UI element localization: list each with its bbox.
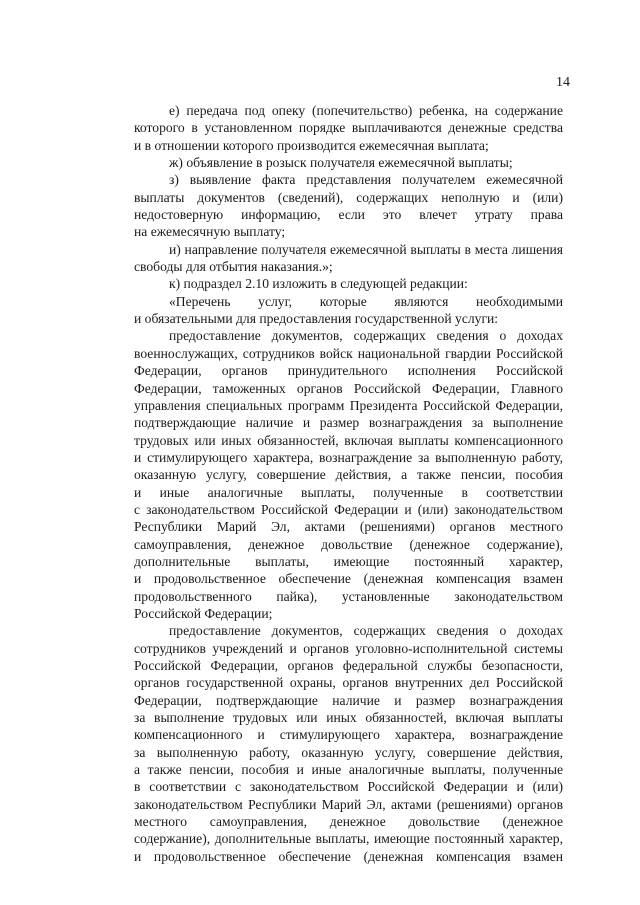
body-text (134, 102, 563, 865)
text-line: с законодательством Российской Федерации и (или) законодательством (134, 501, 563, 517)
text-line: и иные аналогичные выплаты, полученные в соответствии (134, 484, 563, 500)
text-line: местного самоуправления, денежное довольствие (денежное (134, 814, 563, 830)
text-line: и) направление получателя ежемесячной выплаты в места лишения (169, 241, 563, 257)
text-line: органов государственной охраны, органов внутренних дел Российской (134, 675, 563, 691)
text-line: самоуправления, денежное довольствие (денежное содержание), (134, 536, 563, 552)
text-line: содержание), дополнительные выплаты, имеющие постоянный характер, (134, 831, 563, 847)
text-line: Республики Марий Эл, актами (решениями) органов местного (134, 519, 563, 535)
text-line: оказанную услугу, совершение действия, а также пенсии, пособия (134, 467, 563, 483)
text-line: свободы для отбытия наказания.»; (134, 259, 333, 275)
text-line: законодательством Республики Марий Эл, актами (решениями) органов (134, 796, 563, 812)
text-line: а также пенсии, пособия и иные аналогичные выплаты, полученные (134, 762, 563, 778)
text-line: Федерации, подтверждающие наличие и размер вознаграждения (134, 692, 563, 708)
text-line: предоставление документов, содержащих сведения о доходах (169, 623, 563, 639)
text-line: подтверждающие наличие и размер вознаграждения за выполнение (134, 415, 563, 431)
text-line: Федерации, таможенных органов Российской Федерации, Главного (134, 380, 563, 396)
text-line: и стимулирующего характера, вознаграждение за выполненную работу, (134, 449, 563, 465)
text-line: сотрудников учреждений и органов уголовно-исполнительной системы (134, 640, 563, 656)
text-line: выплаты документов (сведений), содержащих неполную и (или) (134, 189, 563, 205)
text-line: е) передача под опеку (попечительство) ребенка, на содержание (169, 103, 563, 118)
text-line: и обязательными для предоставления государственной услуги: (134, 311, 499, 327)
text-line: в соответствии с законодательством Российской Федерации и (или) (134, 779, 563, 795)
text-line: Российской Федерации; (134, 605, 273, 621)
page-number: 14 (556, 75, 570, 90)
text-line: трудовых или иных обязанностей, включая выплаты компенсационного (134, 432, 563, 448)
text-line: недостоверную информацию, если это влечет утрату права (134, 207, 563, 223)
text-line: дополнительные выплаты, имеющие постоянный характер, (134, 553, 563, 569)
text-line: и продовольственное обеспечение (денежная компенсация взамен (134, 571, 563, 587)
paragraph (134, 293, 563, 328)
paragraph (134, 102, 563, 154)
text-line: военнослужащих, сотрудников войск национальной гвардии Российской (134, 345, 563, 361)
paragraph (134, 275, 563, 292)
text-line: предоставление документов, содержащих сведения о доходах (169, 328, 563, 344)
text-line: з) выявление факта представления получателем ежемесячной (169, 172, 563, 188)
paragraph (134, 241, 563, 276)
text-line: Российской Федерации, органов федеральной службы безопасности, (134, 658, 563, 673)
text-line: которого в установленном порядке выплачиваются денежные средства (134, 120, 563, 136)
paragraph (134, 171, 563, 240)
text-line: продовольственного пайка), установленные законодательством (134, 588, 563, 604)
paragraph (134, 154, 563, 171)
text-line: за выполненную работу, оказанную услугу, совершение действия, (134, 744, 563, 760)
text-line: и в отношении которого производится ежемесячная выплата; (134, 137, 489, 153)
text-line: ж) объявление в розыск получателя ежемесячной выплаты; (169, 155, 513, 171)
paragraph (134, 622, 563, 865)
text-line: на ежемесячную выплату; (134, 224, 286, 240)
text-line: управления специальных программ Президента Российской Федерации, (134, 397, 563, 413)
text-line: и продовольственное обеспечение (денежная компенсация взамен (134, 848, 563, 864)
text-line: «Перечень услуг, которые являются необходимыми (169, 293, 563, 309)
paragraph (134, 327, 563, 622)
text-line: к) подраздел 2.10 изложить в следующей редакции: (169, 276, 468, 292)
text-line: за выполнение трудовых или иных обязанностей, включая выплаты (134, 710, 563, 726)
text-line: Федерации, органов принудительного исполнения Российской (134, 363, 563, 379)
text-line: компенсационного и стимулирующего характера, вознаграждение (134, 727, 563, 743)
